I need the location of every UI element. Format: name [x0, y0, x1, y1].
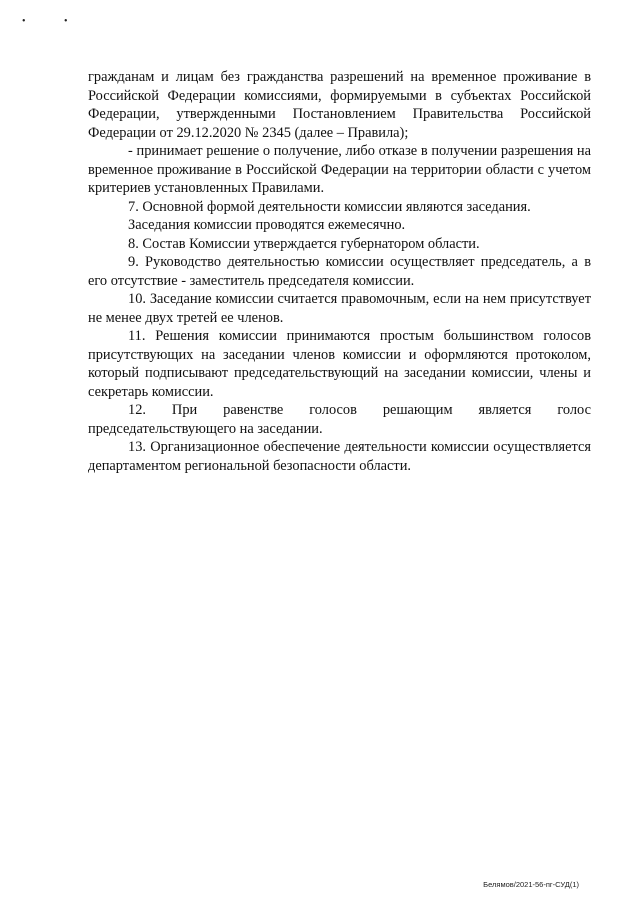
paragraph-8: 8. Состав Комиссии утверждается губернатором области.: [128, 235, 480, 252]
paragraph-7-meetings: Заседания комиссии проводятся ежемесячно.: [128, 217, 406, 233]
paragraph-9: 9. Руководство деятельностью комиссии осуществляет председатель, а в его отсутствие - заместитель председателя комиссии.: [88, 254, 591, 289]
paragraph-10: 10. Заседание комиссии считается правомочным, если на нем присутствует не менее двух третей ее членов.: [88, 291, 591, 326]
paragraph-12: 12. При равенстве голосов решающим является голос председательствующего на заседании.: [88, 402, 591, 437]
footer-document-code: Белямов/2021-56-пг-СУД(1): [483, 880, 579, 889]
document-body: [88, 68, 591, 475]
paragraph-11: 11. Решения комиссии принимаются простым большинством голосов присутствующих на заседании членов комиссии и оформляются протоколом, который подписывают председательствующий на заседании комиссии, члены и секретарь комиссии.: [88, 328, 591, 400]
scan-marks: • •: [22, 16, 86, 27]
paragraph-7: 7. Основной формой деятельности комиссии являются заседания.: [128, 198, 531, 215]
paragraph-13: 13. Организационное обеспечение деятельности комиссии осуществляется департаментом региональной безопасности области.: [88, 439, 591, 474]
paragraph-decision: - принимает решение о получение, либо отказе в получении разрешения на временное проживание в Российской Федерации на территории области с учетом критериев установленных Правилами.: [88, 143, 591, 196]
paragraph-rules-intro: гражданам и лицам без гражданства разрешений на временное проживание в Российской Федерации комиссиями, формируемыми в субъектах Российской Федерации, утвержденными Постановлением Правительства Российской Федерации от 29.12.2020 № 2345 (далее – Правила);: [88, 69, 591, 141]
